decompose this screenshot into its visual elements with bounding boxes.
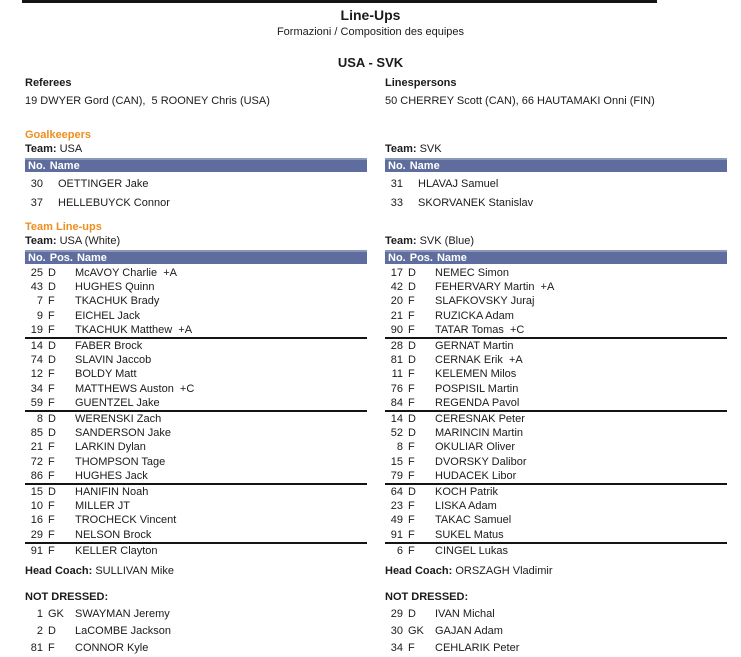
player-row: [25, 513, 367, 527]
player-number: 37: [30, 196, 43, 209]
player-number: 2: [36, 625, 43, 638]
lineup-usa-notdressed: [25, 606, 367, 657]
player-number: 14: [30, 340, 43, 353]
head-coach-label: Head Coach:: [25, 565, 93, 578]
player-name: OKULIAR Oliver: [435, 441, 516, 454]
player-position: F: [408, 528, 415, 541]
line-group: [385, 337, 727, 410]
player-position: F: [408, 544, 415, 557]
player-number: 15: [390, 455, 403, 468]
player-name: TATAR Tomas +C: [435, 323, 525, 336]
player-name: McAVOY Charlie +A: [75, 267, 177, 279]
player-position: F: [408, 309, 415, 322]
header-pos: Pos.: [409, 252, 433, 264]
player-number: 10: [30, 500, 43, 513]
player-name: TAKAC Samuel: [435, 514, 512, 527]
player-number: 25: [30, 267, 43, 279]
player-position: F: [48, 295, 55, 308]
player-row: [25, 440, 367, 454]
player-name: FEHERVARY Martin +A: [435, 281, 555, 294]
player-row: [25, 469, 367, 483]
header-no: No.: [388, 252, 406, 264]
player-row: [385, 294, 727, 308]
player-number: 11: [391, 368, 403, 381]
player-row: [385, 382, 727, 396]
player-name: CERNAK Erik +A: [435, 354, 523, 367]
lineup-usa-lines: [25, 266, 367, 558]
player-name: RUZICKA Adam: [435, 309, 514, 322]
matchup-title: USA - SVK: [337, 55, 404, 70]
player-row: [385, 353, 727, 367]
player-row: [385, 309, 727, 323]
player-number: 17: [390, 267, 403, 279]
player-number: 7: [36, 295, 43, 308]
line-group: [385, 410, 727, 483]
player-name: GUENTZEL Jake: [75, 396, 160, 409]
player-number: 19: [30, 323, 43, 336]
player-row: [385, 623, 727, 640]
player-row: [25, 309, 367, 323]
player-row: [25, 528, 367, 542]
player-position: F: [408, 441, 415, 454]
player-position: F: [48, 528, 55, 541]
player-position: F: [48, 514, 55, 527]
player-number: 84: [390, 396, 403, 409]
team-name: SVK (Blue): [419, 235, 475, 247]
header-no: No.: [28, 252, 46, 264]
player-number: 1: [36, 608, 43, 621]
player-position: F: [48, 455, 55, 468]
player-name: SKORVANEK Stanislav: [418, 196, 534, 209]
player-position: D: [408, 413, 416, 426]
lineup-svk-lines: [385, 266, 727, 558]
head-coach-name: ORSZAGH Vladimir: [455, 565, 553, 578]
player-row: [25, 266, 367, 280]
player-name: HLAVAJ Samuel: [418, 178, 499, 190]
lineups-section-label: Team Line-ups: [25, 221, 102, 233]
player-name: MARINCIN Martin: [435, 427, 524, 440]
player-position: D: [48, 625, 56, 638]
player-row: [385, 339, 727, 353]
player-number: 30: [30, 178, 43, 190]
player-name: REGENDA Pavol: [435, 396, 520, 409]
head-coach-line: [25, 565, 367, 577]
player-position: F: [408, 368, 415, 381]
player-position: F: [48, 368, 55, 381]
player-name: SANDERSON Jake: [75, 427, 171, 440]
team-line: [25, 235, 367, 247]
line-group: [385, 483, 727, 542]
header-no: No.: [388, 160, 406, 172]
player-position: D: [48, 427, 56, 440]
player-name: BOLDY Matt: [75, 368, 137, 381]
player-position: F: [408, 514, 415, 527]
player-number: 42: [390, 281, 403, 294]
goalkeepers-team-svk: [385, 141, 727, 212]
player-number: 59: [30, 396, 43, 409]
player-number: 34: [30, 382, 43, 395]
player-row: [25, 396, 367, 410]
player-number: 9: [36, 309, 43, 322]
player-number: 90: [390, 323, 403, 336]
header-name: Name: [409, 160, 440, 172]
player-position: F: [48, 642, 55, 655]
team-name: USA (White): [59, 235, 121, 247]
player-name: SLAFKOVSKY Juraj: [435, 295, 535, 308]
team-line: [385, 143, 727, 155]
player-name: LaCOMBE Jackson: [75, 625, 171, 638]
player-name: NEMEC Simon: [435, 267, 509, 279]
player-number: 30: [390, 625, 403, 638]
player-row: [25, 499, 367, 513]
player-number: 15: [30, 486, 43, 499]
player-number: 16: [30, 514, 43, 527]
player-name: HELLEBUYCK Connor: [58, 196, 170, 209]
player-position: F: [48, 469, 55, 482]
player-row: [25, 606, 367, 623]
linespersons-value: 50 CHERREY Scott (CAN), 66 HAUTAMAKI Onni (FIN): [385, 95, 655, 107]
page-title: Line-Ups: [340, 7, 401, 23]
player-name: TKACHUK Matthew +A: [75, 323, 193, 336]
player-number: 23: [390, 500, 403, 513]
player-number: 86: [30, 469, 43, 482]
player-name: EICHEL Jack: [75, 309, 141, 322]
player-name: KELLER Clayton: [75, 544, 158, 557]
player-name: HUDACEK Libor: [435, 469, 517, 482]
top-rule: [22, 0, 657, 3]
player-number: 21: [30, 441, 43, 454]
player-name: MATTHEWS Auston +C: [75, 382, 195, 395]
referees-block: [25, 77, 367, 107]
player-position: D: [408, 608, 416, 621]
team-label: Team:: [385, 143, 417, 155]
player-row: [385, 194, 727, 213]
line-group: [25, 542, 367, 558]
player-row: [385, 485, 727, 499]
player-name: KELEMEN Milos: [435, 368, 517, 381]
player-name: KOCH Patrik: [435, 486, 498, 499]
player-name: GAJAN Adam: [435, 625, 503, 638]
line-group: [25, 483, 367, 542]
player-name: HUGHES Quinn: [75, 281, 155, 294]
line-group: [385, 542, 727, 558]
team-label: Team:: [25, 235, 57, 247]
player-name: MILLER JT: [75, 500, 131, 513]
player-row: [25, 353, 367, 367]
player-row: [385, 440, 727, 454]
referees-value: 19 DWYER Gord (CAN), 5 ROONEY Chris (USA): [25, 95, 270, 107]
player-position: F: [48, 309, 55, 322]
player-row: [385, 528, 727, 542]
player-name: TROCHECK Vincent: [75, 514, 177, 527]
header-name: Name: [76, 252, 107, 264]
player-row: [385, 513, 727, 527]
player-row: [385, 367, 727, 381]
player-name: LARKIN Dylan: [75, 441, 146, 454]
player-number: 52: [390, 427, 403, 440]
player-position: F: [408, 500, 415, 513]
player-number: 14: [390, 413, 403, 426]
lineups-section: [0, 233, 741, 657]
table-header: [385, 158, 727, 172]
player-row: [385, 280, 727, 294]
not-dressed-label: NOT DRESSED:: [25, 591, 109, 604]
player-number: 20: [390, 295, 403, 308]
team-name: USA: [59, 143, 83, 155]
player-position: F: [48, 500, 55, 513]
header-name: Name: [436, 252, 467, 264]
player-name: LISKA Adam: [435, 500, 497, 513]
player-row: [25, 280, 367, 294]
referees-label: Referees: [25, 77, 72, 89]
player-row: [385, 266, 727, 280]
lineup-team-svk: [385, 233, 727, 657]
player-position: F: [408, 323, 415, 336]
player-name: FABER Brock: [75, 340, 143, 353]
line-group: [385, 266, 727, 337]
player-row: [25, 544, 367, 558]
player-number: 49: [390, 514, 403, 527]
player-row: [25, 426, 367, 440]
player-row: [25, 485, 367, 499]
player-position: D: [408, 340, 416, 353]
lineup-svk-notdressed: [385, 606, 727, 657]
player-number: 12: [30, 368, 43, 381]
player-number: 91: [30, 544, 43, 557]
player-position: D: [48, 340, 56, 353]
player-name: CONNOR Kyle: [75, 642, 149, 655]
player-row: [385, 455, 727, 469]
player-position: F: [48, 441, 55, 454]
player-number: 28: [390, 340, 403, 353]
player-number: 85: [30, 427, 43, 440]
player-name: POSPISIL Martin: [435, 382, 519, 395]
table-header: [25, 250, 367, 264]
player-position: D: [48, 354, 56, 367]
player-position: D: [408, 427, 416, 440]
player-row: [25, 367, 367, 381]
player-row: [25, 455, 367, 469]
line-group: [25, 266, 367, 337]
officials-section: [0, 77, 741, 107]
player-name: THOMPSON Tage: [75, 455, 166, 468]
player-name: GERNAT Martin: [435, 340, 514, 353]
head-coach-line: [385, 565, 727, 577]
player-name: IVAN Michal: [435, 608, 495, 621]
player-row: [385, 412, 727, 426]
player-name: CINGEL Lukas: [435, 544, 508, 557]
player-name: HANIFIN Noah: [75, 486, 149, 499]
player-name: WERENSKI Zach: [75, 413, 162, 426]
player-name: CEHLARIK Peter: [435, 642, 520, 655]
player-position: F: [408, 642, 415, 655]
player-row: [25, 175, 367, 194]
table-header: [385, 250, 727, 264]
line-group: [25, 410, 367, 483]
team-name: SVK: [419, 143, 442, 155]
player-position: F: [408, 455, 415, 468]
player-position: D: [48, 267, 56, 279]
player-number: 29: [30, 528, 43, 541]
player-row: [385, 175, 727, 194]
player-number: 8: [396, 441, 403, 454]
player-number: 76: [390, 382, 403, 395]
player-number: 21: [390, 309, 403, 322]
player-number: 81: [390, 354, 403, 367]
player-row: [25, 382, 367, 396]
player-number: 91: [390, 528, 403, 541]
player-number: 8: [36, 413, 43, 426]
goalkeepers-section-label: Goalkeepers: [25, 129, 92, 141]
player-position: GK: [408, 625, 424, 638]
player-position: D: [48, 281, 56, 294]
player-name: HUGHES Jack: [75, 469, 148, 482]
player-name: SLAVIN Jaccob: [75, 354, 152, 367]
player-position: F: [48, 396, 55, 409]
player-row: [385, 396, 727, 410]
player-row: [385, 544, 727, 558]
linespersons-label: Linespersons: [385, 77, 457, 89]
player-row: [385, 469, 727, 483]
player-number: 43: [30, 281, 43, 294]
player-row: [385, 606, 727, 623]
player-number: 64: [390, 486, 403, 499]
team-line: [25, 143, 367, 155]
player-name: OETTINGER Jake: [58, 178, 149, 190]
player-name: SWAYMAN Jeremy: [75, 608, 170, 621]
player-position: F: [408, 396, 415, 409]
player-position: D: [48, 486, 56, 499]
line-group: [25, 337, 367, 410]
player-position: D: [408, 486, 416, 499]
header-pos: Pos.: [49, 252, 73, 264]
player-row: [25, 194, 367, 213]
player-number: 6: [396, 544, 403, 557]
player-row: [25, 623, 367, 640]
header-name: Name: [49, 160, 80, 172]
player-row: [25, 323, 367, 337]
player-position: F: [408, 295, 415, 308]
table-header: [25, 158, 367, 172]
player-row: [25, 412, 367, 426]
player-number: 34: [390, 642, 403, 655]
player-row: [25, 294, 367, 308]
player-row: [385, 426, 727, 440]
head-coach-label: Head Coach:: [385, 565, 453, 578]
player-name: SUKEL Matus: [435, 528, 504, 541]
goalkeepers-usa-rows: [25, 175, 367, 212]
player-position: F: [408, 382, 415, 395]
player-row: [25, 339, 367, 353]
player-position: F: [48, 323, 55, 336]
not-dressed-label: NOT DRESSED:: [385, 591, 469, 604]
player-number: 72: [30, 455, 43, 468]
player-position: D: [408, 354, 416, 367]
team-line: [385, 235, 727, 247]
player-number: 79: [390, 469, 403, 482]
team-label: Team:: [25, 143, 57, 155]
player-number: 29: [390, 608, 403, 621]
player-position: F: [48, 382, 55, 395]
player-position: F: [48, 544, 55, 557]
head-coach-name: SULLIVAN Mike: [95, 565, 174, 578]
player-number: 33: [390, 196, 403, 209]
player-row: [385, 323, 727, 337]
linespersons-block: [385, 77, 727, 107]
goalkeepers-team-usa: [25, 141, 367, 212]
player-row: [385, 499, 727, 513]
player-name: TKACHUK Brady: [75, 295, 160, 308]
player-position: D: [408, 281, 416, 294]
player-number: 74: [30, 354, 43, 367]
player-position: GK: [48, 608, 64, 621]
player-name: NELSON Brock: [75, 528, 152, 541]
player-position: F: [408, 469, 415, 482]
lineup-team-usa: [25, 233, 367, 657]
player-position: D: [48, 413, 56, 426]
player-name: CERESNAK Peter: [435, 413, 525, 426]
player-number: 31: [390, 178, 403, 190]
player-name: DVORSKY Dalibor: [435, 455, 527, 468]
player-number: 81: [30, 642, 43, 655]
goalkeepers-section: [0, 141, 741, 212]
header-no: No.: [28, 160, 46, 172]
goalkeepers-svk-rows: [385, 175, 727, 212]
player-position: D: [408, 267, 416, 279]
page-subtitle: Formazioni / Composition des equipes: [276, 26, 465, 38]
team-label: Team:: [385, 235, 417, 247]
